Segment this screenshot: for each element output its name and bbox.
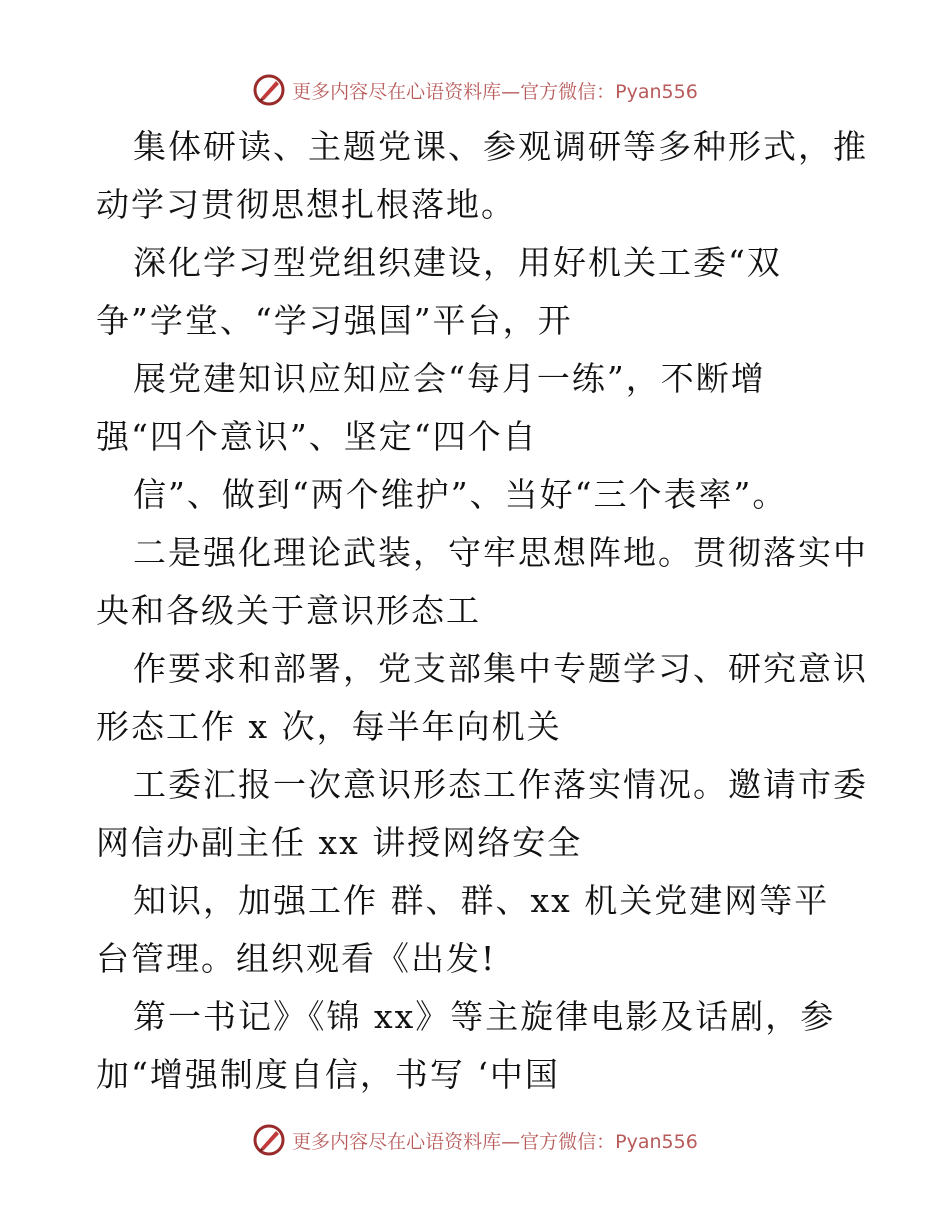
quill-pen-logo-icon bbox=[252, 1123, 286, 1157]
text-line: 强“四个意识”、坚定“四个自 bbox=[96, 417, 538, 456]
text-line: 深化学习型党组织建设，用好机关工委“双 bbox=[133, 243, 782, 282]
text-line: 台管理。组织观看《出发! bbox=[96, 939, 497, 978]
watermark-header bbox=[0, 70, 950, 110]
text-line: 加“增强制度自信，书写 ‘中国 bbox=[96, 1055, 560, 1094]
quill-pen-logo-icon bbox=[252, 73, 286, 107]
document-body bbox=[96, 118, 866, 1104]
text-line: 信”、做到“两个维护”、当好“三个表率”。 bbox=[133, 475, 788, 514]
text-line: 工委汇报一次意识形态工作落实情况。邀请市委 bbox=[133, 765, 868, 804]
text-line: 第一书记》《锦 xx》等主旋律电影及话剧，参 bbox=[133, 997, 836, 1036]
text-line: 二是强化理论武装，守牢思想阵地。贯彻落实中 bbox=[133, 533, 868, 572]
text-line: 集体研读、主题党课、参观调研等多种形式，推 bbox=[133, 127, 868, 166]
text-line: 知识，加强工作 群、群、xx 机关党建网等平 bbox=[133, 881, 830, 920]
text-line: 展党建知识应知应会“每月一练”，不断增 bbox=[133, 359, 766, 398]
watermark-text: 更多内容尽在心语资料库—官方微信：Pyan556 bbox=[292, 80, 698, 103]
text-line: 网信办副主任 xx 讲授网络安全 bbox=[96, 823, 583, 862]
text-line: 争”学堂、“学习强国”平台，开 bbox=[96, 301, 573, 340]
text-line: 作要求和部署，党支部集中专题学习、研究意识 bbox=[133, 649, 868, 688]
text-line: 形态工作 x 次，每半年向机关 bbox=[96, 707, 562, 746]
text-line: 央和各级关于意识形态工 bbox=[96, 591, 481, 630]
watermark-footer bbox=[0, 1120, 950, 1160]
watermark-text: 更多内容尽在心语资料库—官方微信：Pyan556 bbox=[292, 1130, 698, 1153]
text-line: 动学习贯彻思想扎根落地。 bbox=[96, 185, 516, 224]
